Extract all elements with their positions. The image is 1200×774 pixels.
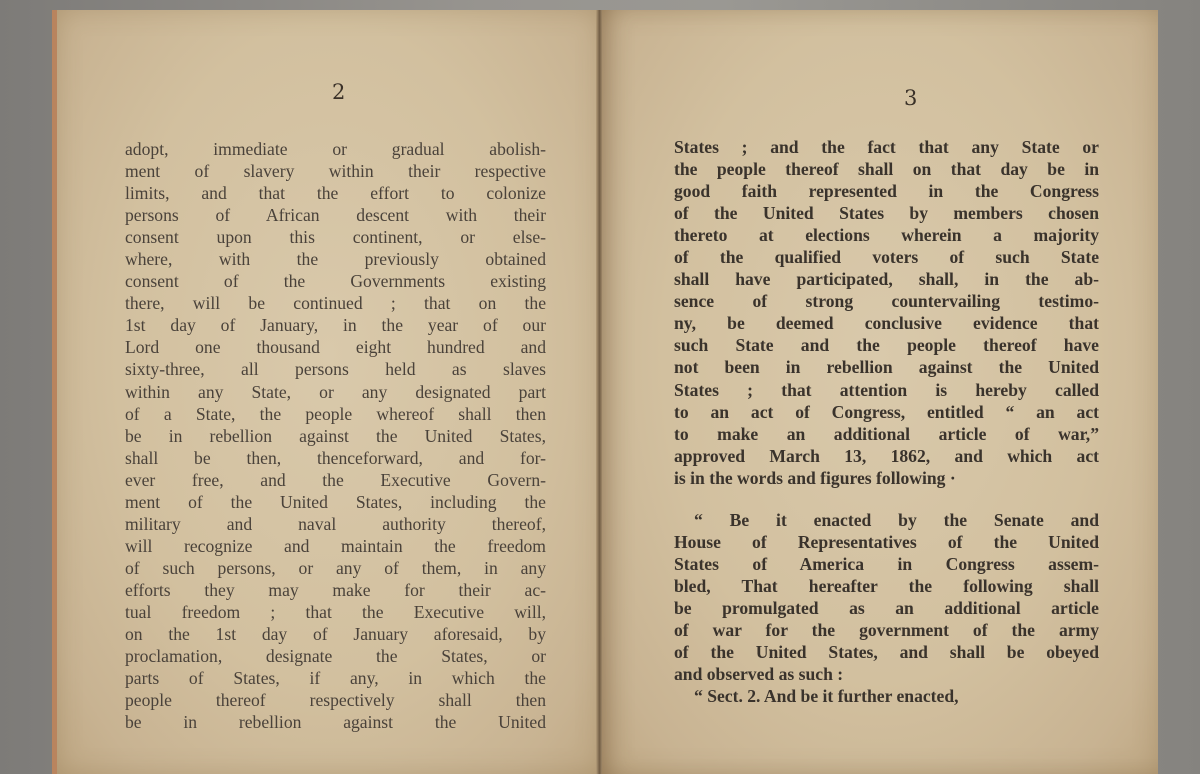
- text-line: on the 1st day of January aforesaid, by: [125, 624, 546, 645]
- text-line: ment of slavery within their respective: [125, 161, 546, 182]
- text-line: limits, and that the effort to colonize: [125, 183, 546, 204]
- text-line: and observed as such :: [674, 664, 844, 685]
- text-line: of the qualified voters of such State: [674, 247, 1099, 268]
- text-line: to make an additional article of war,”: [674, 423, 1099, 444]
- text-line: good faith represented in the Congress: [674, 181, 1099, 202]
- text-line: of the United States by members chosen: [674, 203, 1099, 224]
- open-pamphlet: [40, 10, 1158, 774]
- text-line: of the United States, and shall be obeyed: [674, 642, 1099, 663]
- text-line: is in the words and figures following ·: [674, 467, 956, 488]
- text-line: there, will be continued ; that on the: [125, 293, 546, 314]
- paragraph-gap: [674, 489, 1099, 509]
- text-line: States of America in Congress assem-: [674, 553, 1099, 574]
- text-line: proclamation, designate the States, or: [125, 646, 546, 667]
- left-page-text: [125, 138, 546, 733]
- text-line: not been in rebellion against the United: [674, 357, 1099, 378]
- text-line: House of Representatives of the United: [674, 531, 1099, 552]
- text-line: of war for the government of the army: [674, 619, 1099, 640]
- page-number-right: 3: [904, 86, 918, 110]
- text-line: thereto at elections wherein a majority: [674, 225, 1099, 246]
- page-number-left: 2: [332, 80, 346, 104]
- right-page: [602, 10, 1158, 774]
- text-line: efforts they may make for their ac-: [125, 579, 546, 600]
- text-line: be promulgated as an additional article: [674, 597, 1099, 618]
- text-line: “ Sect. 2. And be it further enacted,: [694, 686, 959, 707]
- text-line: military and naval authority thereof,: [125, 513, 546, 534]
- text-line: of a State, the people whereof shall then: [125, 403, 546, 424]
- text-line: be in rebellion against the United: [125, 712, 546, 733]
- text-line: approved March 13, 1862, and which act: [674, 445, 1099, 466]
- text-line: bled, That hereafter the following shall: [674, 575, 1099, 596]
- text-line: parts of States, if any, in which the: [125, 668, 546, 689]
- text-line: where, with the previously obtained: [125, 249, 546, 270]
- text-line: adopt, immediate or gradual abolish-: [125, 139, 546, 159]
- text-line: be in rebellion against the United States,: [125, 425, 546, 446]
- text-line: 1st day of January, in the year of our: [125, 315, 546, 336]
- text-line: shall be then, thenceforward, and for-: [125, 447, 546, 468]
- text-line: sixty-three, all persons held as slaves: [125, 359, 546, 380]
- text-line: ever free, and the Executive Govern-: [125, 469, 546, 490]
- right-page-text: [674, 136, 1099, 707]
- text-line: tual freedom ; that the Executive will,: [125, 601, 546, 622]
- text-line: of such persons, or any of them, in any: [125, 557, 546, 578]
- text-line: shall have participated, shall, in the ab-: [674, 269, 1099, 290]
- text-line: will recognize and maintain the freedom: [125, 535, 546, 556]
- text-line: persons of African descent with their: [125, 205, 546, 226]
- text-line: consent upon this continent, or else-: [125, 227, 546, 248]
- text-line: to an act of Congress, entitled “ an act: [674, 401, 1099, 422]
- text-line: such State and the people thereof have: [674, 335, 1099, 356]
- text-line: States ; and the fact that any State or: [674, 137, 1099, 157]
- text-line: ny, be deemed conclusive evidence that: [674, 313, 1099, 334]
- text-line: people thereof respectively shall then: [125, 690, 546, 711]
- left-page: [52, 10, 601, 774]
- text-line: sence of strong countervailing testimo-: [674, 291, 1099, 312]
- text-line: within any State, or any designated part: [125, 381, 546, 402]
- text-line: the people thereof shall on that day be in: [674, 159, 1099, 180]
- text-line: States ; that attention is hereby called: [674, 379, 1099, 400]
- text-line: consent of the Governments existing: [125, 271, 546, 292]
- text-line: ment of the United States, including the: [125, 491, 546, 512]
- text-line: “ Be it enacted by the Senate and: [694, 509, 1099, 530]
- text-line: Lord one thousand eight hundred and: [125, 337, 546, 358]
